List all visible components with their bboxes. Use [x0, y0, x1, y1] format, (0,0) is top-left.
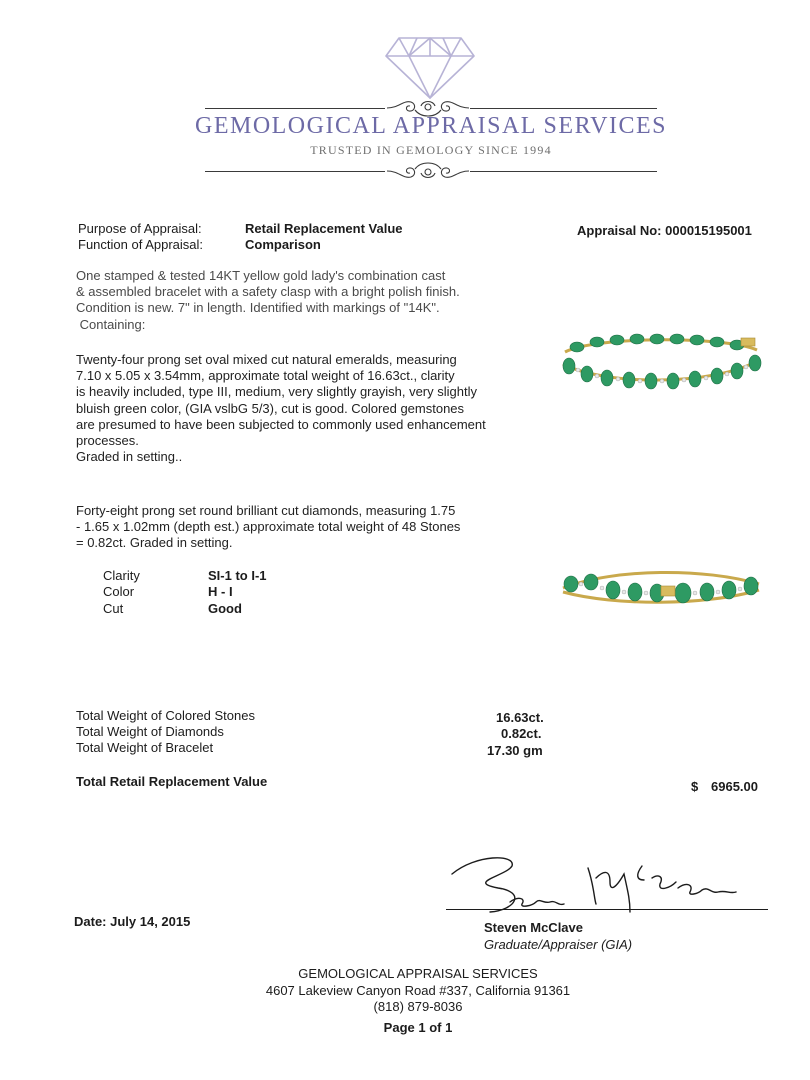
total-diamonds-value: 0.82ct. [501, 726, 542, 741]
company-tagline: TRUSTED IN GEMOLOGY SINCE 1994 [310, 143, 552, 157]
color-label: Color [103, 584, 135, 599]
total-value-label: Total Retail Replacement Value [76, 774, 268, 789]
header-rule-bottom-right [470, 171, 657, 172]
footer-company: GEMOLOGICAL APPRAISAL SERVICES [298, 966, 538, 981]
emerald-line: 7.10 x 5.05 x 3.54mm, approximate total weight of 16.63ct., clarity [76, 368, 455, 384]
cut-value: Good [208, 601, 242, 616]
clarity-value: SI-1 to I-1 [208, 568, 267, 583]
appraiser-name: Steven McClave [484, 920, 583, 935]
emerald-line: is heavily included, type III, medium, very slightly grayish, very slightly [76, 384, 477, 400]
emerald-line: are presumed to have been subjected to commonly used enhancement [76, 416, 486, 432]
bracelet-photo-bottom [555, 562, 767, 614]
color-value: H - I [208, 584, 233, 599]
description-line: Containing: [76, 316, 146, 332]
signature-line [446, 909, 768, 910]
emerald-line: Graded in setting.. [76, 449, 183, 465]
item-description [76, 268, 546, 333]
emerald-line: bluish green color, (GIA vslbG 5/3), cut is good. Colored gemstones [76, 400, 465, 416]
diamond-line: = 0.82ct. Graded in setting. [76, 535, 233, 551]
total-colored-label: Total Weight of Colored Stones [76, 708, 255, 723]
purpose-label: Purpose of Appraisal: [78, 221, 202, 236]
appraisal-number: Appraisal No: 000015195001 [577, 223, 752, 238]
total-value-amount: 6965.00 [711, 779, 758, 794]
function-value: Comparison [245, 237, 321, 252]
header-rule-top-left [205, 108, 385, 109]
description-line: One stamped & tested 14KT yellow gold lady's combination cast [76, 268, 446, 283]
purpose-value: Retail Replacement Value [245, 221, 403, 236]
diamond-description [76, 503, 546, 552]
total-bracelet-label: Total Weight of Bracelet [76, 740, 214, 755]
footer-address: 4607 Lakeview Canyon Road #337, California 91361 [265, 983, 571, 998]
emerald-line: Twenty-four prong set oval mixed cut natural emeralds, measuring [76, 352, 457, 367]
header-rule-bottom-left [205, 171, 385, 172]
diamond-line: - 1.65 x 1.02mm (depth est.) approximate total weight of 48 Stones [76, 519, 461, 535]
emerald-line: processes. [76, 433, 139, 449]
total-bracelet-value: 17.30 gm [487, 743, 543, 758]
description-line: & assembled bracelet with a safety clasp with a bright polish finish. [76, 284, 460, 300]
bracelet-photo-top [555, 330, 767, 392]
total-diamonds-label: Total Weight of Diamonds [76, 724, 224, 739]
emerald-description [76, 352, 546, 465]
diamond-logo-icon [385, 34, 475, 100]
total-colored-value: 16.63ct. [496, 710, 544, 725]
clarity-label: Clarity [103, 568, 140, 583]
appraiser-title: Graduate/Appraiser (GIA) [484, 937, 633, 952]
diamond-line: Forty-eight prong set round brilliant cut diamonds, measuring 1.75 [76, 503, 456, 518]
appraisal-date: Date: July 14, 2015 [74, 914, 191, 929]
header-rule-top-right [470, 108, 657, 109]
currency-symbol: $ [691, 779, 699, 794]
function-label: Function of Appraisal: [78, 237, 204, 252]
page-number: Page 1 of 1 [383, 1020, 453, 1035]
ornament-bottom-icon [385, 159, 471, 185]
description-line: Condition is new. 7" in length. Identified with markings of "14K". [76, 300, 440, 316]
footer-phone: (818) 879-8036 [373, 999, 463, 1014]
cut-label: Cut [103, 601, 124, 616]
company-name: GEMOLOGICAL APPRAISAL SERVICES [194, 113, 667, 139]
